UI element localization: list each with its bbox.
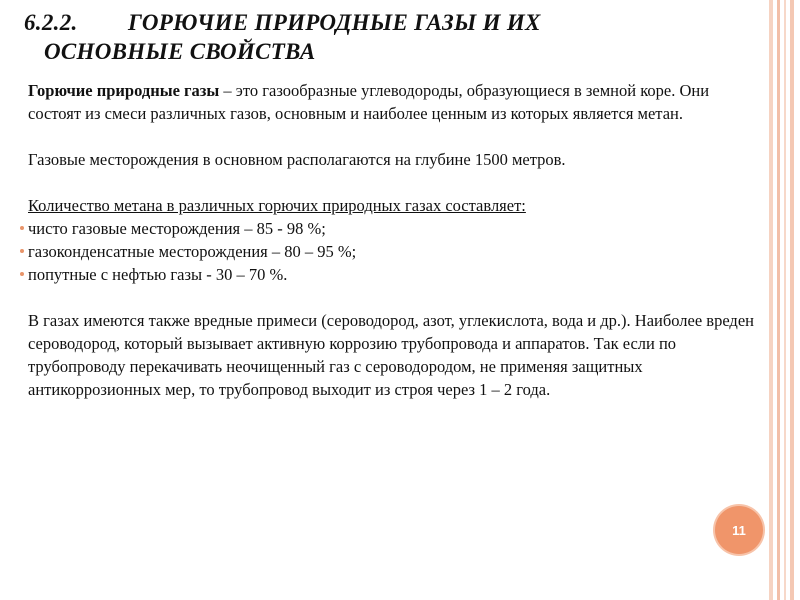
rail-stripe bbox=[790, 0, 794, 600]
list-item: газоконденсатные месторождения – 80 – 95 %; bbox=[20, 240, 754, 263]
deposits-paragraph: Газовые месторождения в основном располагаются на глубине 1500 метров. bbox=[28, 150, 566, 169]
rail-stripe bbox=[777, 0, 780, 600]
methane-list bbox=[20, 217, 754, 286]
page-title bbox=[24, 8, 724, 66]
title-line-1: ГОРЮЧИЕ ПРИРОДНЫЕ ГАЗЫ И ИХ bbox=[128, 10, 541, 35]
page-number-badge bbox=[715, 506, 763, 554]
impurities-paragraph: В газах имеются также вредные примеси (сероводород, азот, углекислота, вода и др.). Наиболее вреден сероводород, который вызывает активную коррозию трубопровода и аппаратов. Так если по трубопроводу перекачивать неочищенный газ с сероводородом, не применяя защитных антикоррозионных мер, то трубопровод выходит из строя через 1 – 2 года. bbox=[28, 311, 754, 399]
title-line-2: ОСНОВНЫЕ СВОЙСТВА bbox=[44, 39, 316, 64]
list-item: чисто газовые месторождения – 85 - 98 %; bbox=[20, 217, 754, 240]
slide-body bbox=[28, 79, 754, 401]
page-number: 11 bbox=[732, 522, 746, 538]
bullet-icon bbox=[20, 226, 24, 230]
decorative-side-rail bbox=[760, 0, 800, 600]
methane-heading: Количество метана в различных горючих природных газах составляет: bbox=[28, 196, 526, 215]
rail-stripe bbox=[769, 0, 773, 600]
list-item: попутные с нефтью газы - 30 – 70 %. bbox=[20, 263, 754, 286]
bullet-icon bbox=[20, 249, 24, 253]
bullet-icon bbox=[20, 272, 24, 276]
intro-term: Горючие природные газы bbox=[28, 81, 220, 100]
intro-definition: – это газообразные углеводороды, образующиеся в земной коре. Они состоят из смеси различных газов, основным и наиболее ценным из которых является метан. bbox=[28, 81, 710, 123]
section-number: 6.2.2. bbox=[24, 10, 78, 35]
rail-stripe bbox=[784, 0, 786, 600]
intro-paragraph bbox=[28, 79, 754, 125]
